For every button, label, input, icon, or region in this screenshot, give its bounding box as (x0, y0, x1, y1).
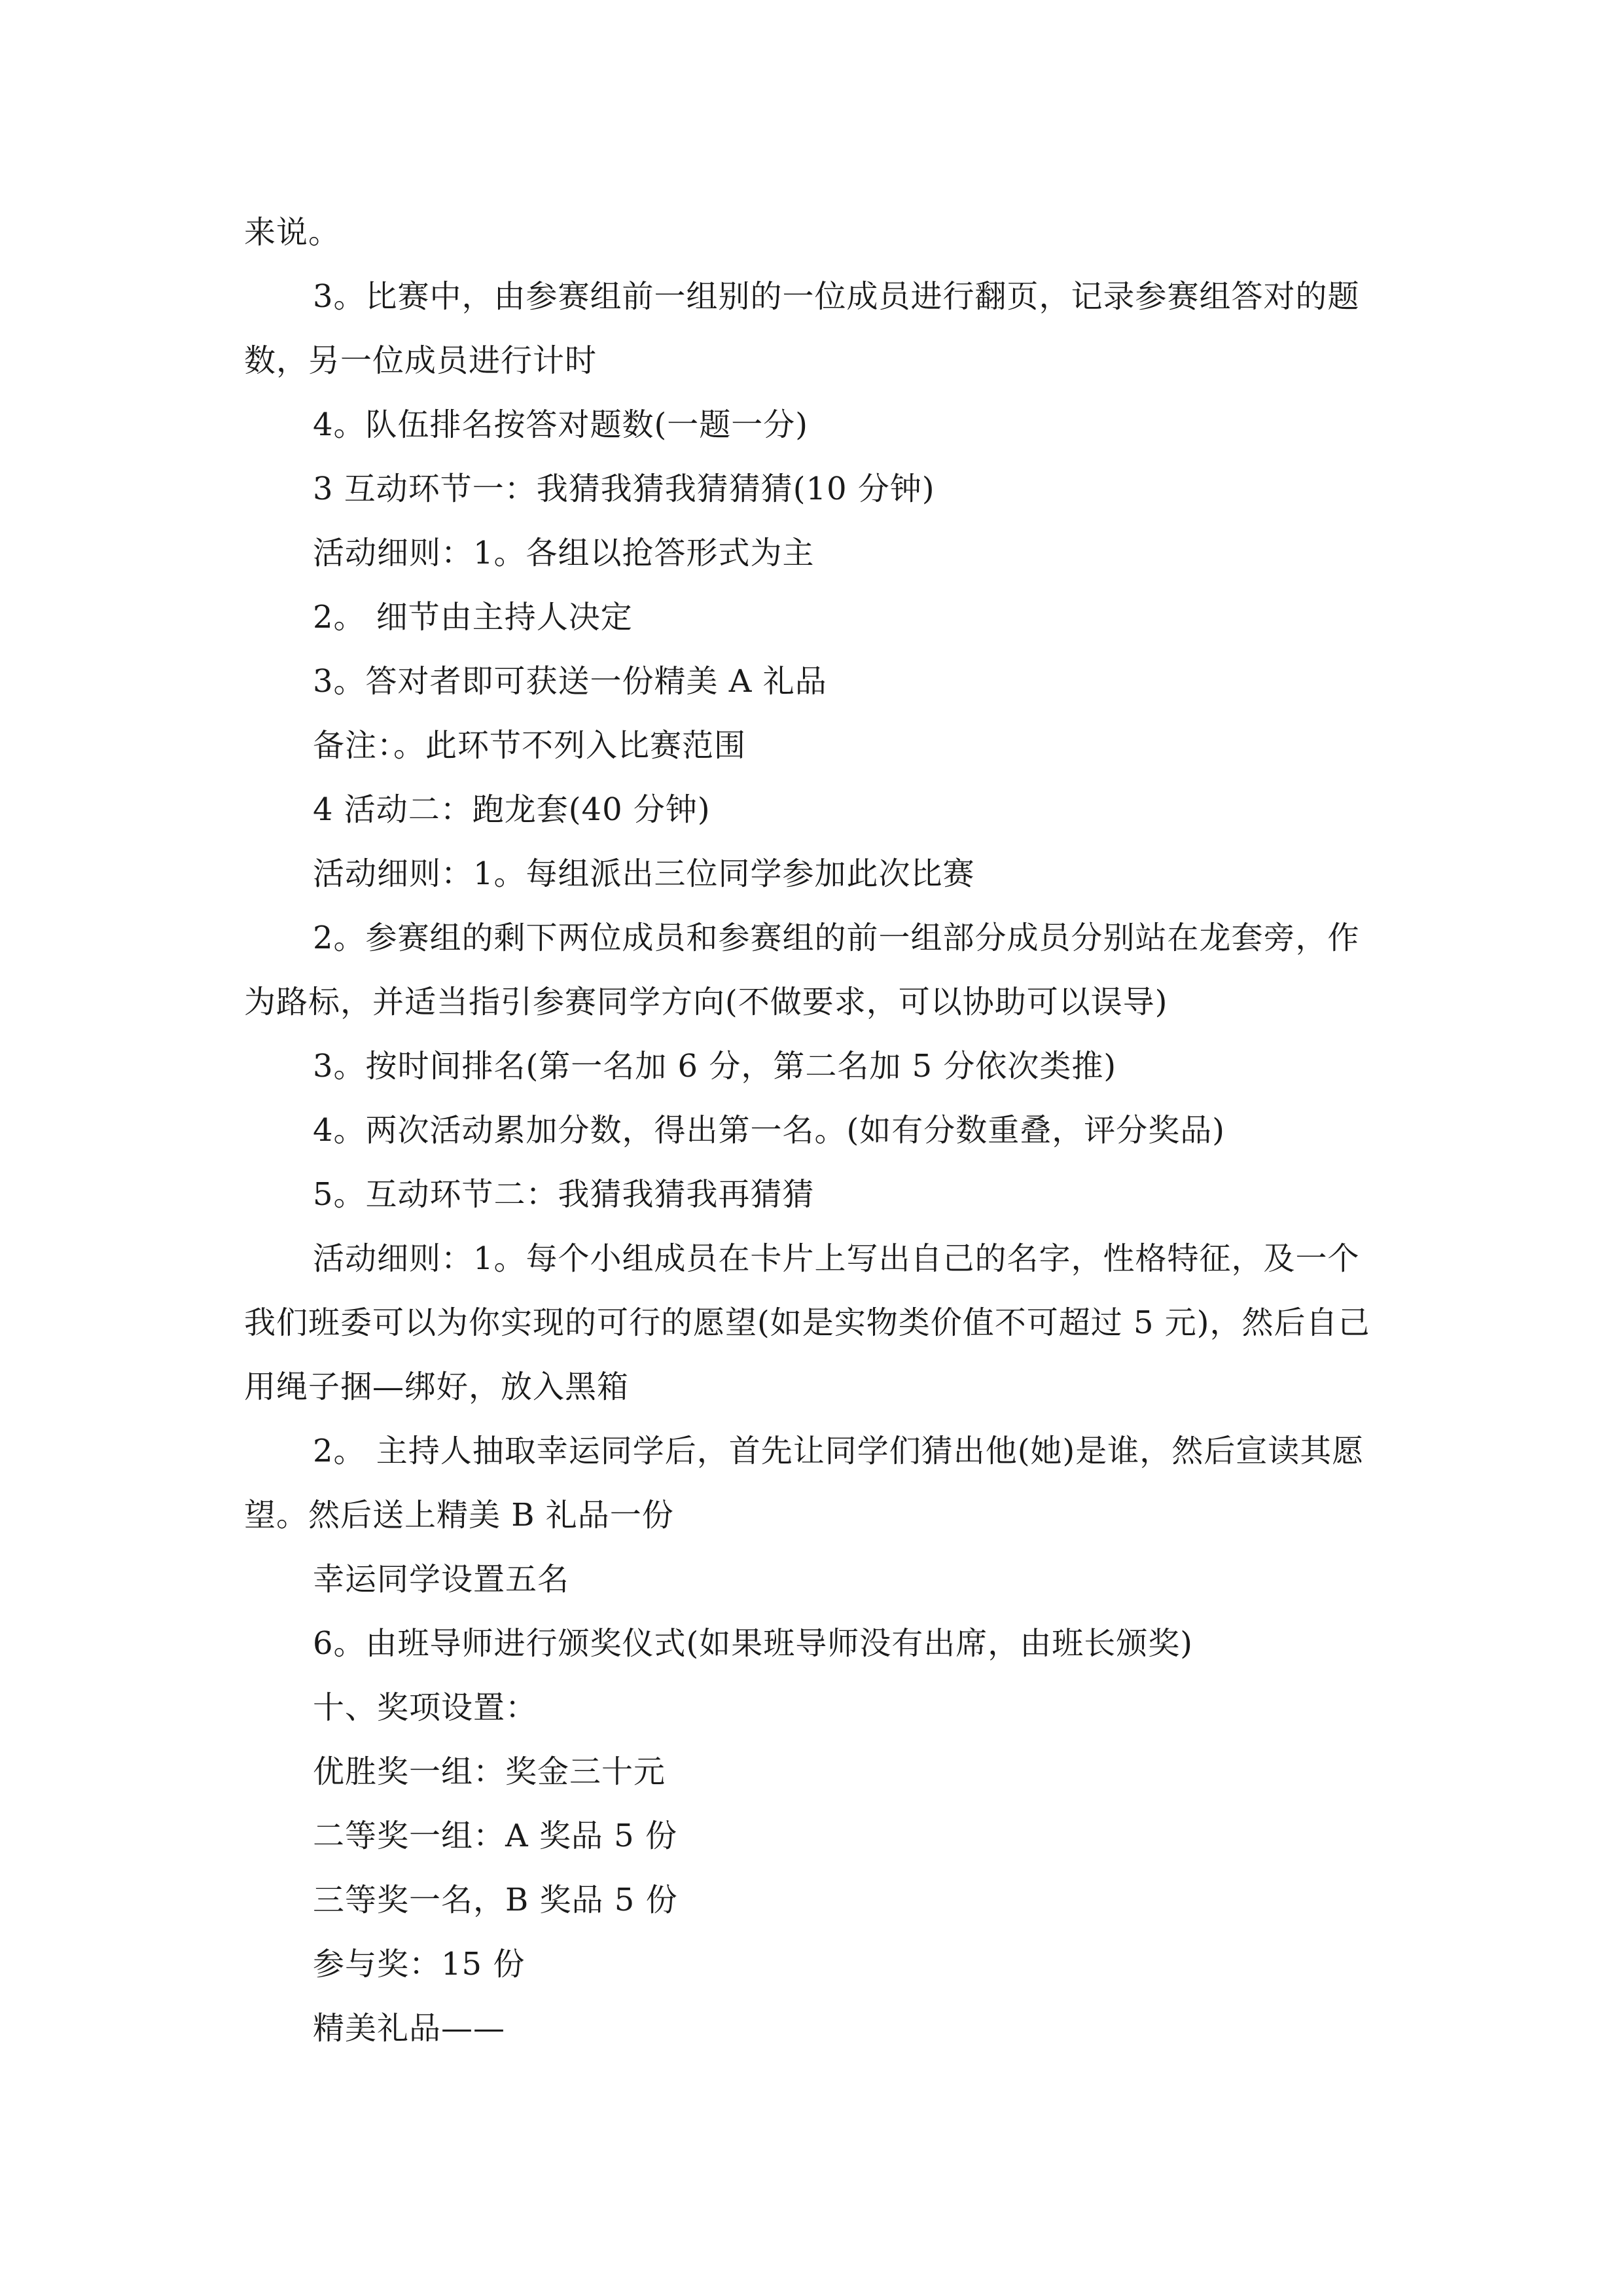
text-line: 3 互动环节一：我猜我猜我猜猜猜(10 分钟) (313, 471, 935, 507)
document-body (244, 200, 1383, 2060)
text-line: 为路标，并适当指引参赛同学方向(不做要求，可以协助可以误导) (244, 984, 1168, 1020)
text-line: 4。队伍排名按答对题数(一题一分) (313, 406, 808, 443)
text-line: 用绳子捆—绑好，放入黑箱 (244, 1369, 630, 1405)
text-line: 5。互动环节二：我猜我猜我再猜猜 (313, 1176, 815, 1213)
text-line: 活动细则：1。每组派出三位同学参加此次比赛 (313, 855, 975, 892)
text-line: 2。参赛组的剩下两位成员和参赛组的前一组部分成员分别站在龙套旁，作 (313, 920, 1360, 956)
text-line: 4 活动二：跑龙套(40 分钟) (313, 791, 711, 828)
text-line: 望。然后送上精美 B 礼品一份 (244, 1497, 674, 1534)
text-line: 优胜奖一组：奖金三十元 (313, 1753, 666, 1790)
text-line: 2。 细节由主持人决定 (313, 599, 633, 636)
text-line: 2。 主持人抽取幸运同学后，首先让同学们猜出他(她)是谁，然后宣读其愿 (313, 1433, 1364, 1469)
text-line: 3。答对者即可获送一份精美 A 礼品 (313, 663, 827, 700)
text-line: 我们班委可以为你实现的可行的愿望(如是实物类价值不可超过 5 元)，然后自己 (244, 1304, 1370, 1341)
text-line: 备注：。此环节不列入比赛范围 (313, 727, 747, 764)
text-line: 参与奖：15 份 (313, 1946, 526, 1982)
text-line: 活动细则：1。每个小组成员在卡片上写出自己的名字，性格特征，及一个 (313, 1240, 1360, 1277)
text-line: 三等奖一名，B 奖品 5 份 (313, 1882, 678, 1918)
text-line: 二等奖一组：A 奖品 5 份 (313, 1818, 677, 1854)
text-line: 3。比赛中，由参赛组前一组别的一位成员进行翻页，记录参赛组答对的题 (313, 278, 1360, 315)
text-line: 3。按时间排名(第一名加 6 分，第二名加 5 分依次类推) (313, 1048, 1117, 1085)
text-line: 6。由班导师进行颁奖仪式(如果班导师没有出席，由班长颁奖) (313, 1625, 1193, 1662)
text-line: 幸运同学设置五名 (313, 1561, 570, 1598)
text-line: 精美礼品—— (313, 2010, 506, 2047)
text-line: 4。两次活动累加分数，得出第一名。(如有分数重叠，评分奖品) (313, 1112, 1225, 1149)
text-line: 来说。 (244, 214, 341, 251)
text-line: 十、奖项设置： (313, 1689, 538, 1726)
text-line: 活动细则：1。各组以抢答形式为主 (313, 535, 815, 571)
text-line: 数，另一位成员进行计时 (244, 342, 597, 379)
